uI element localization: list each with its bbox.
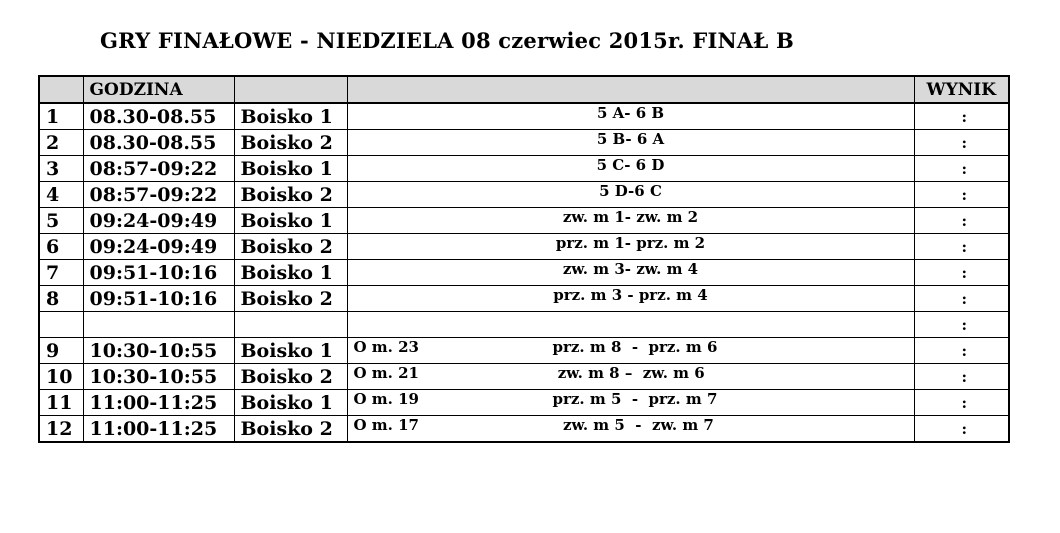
- match-result: :: [914, 234, 1009, 260]
- match-time: 08:57-09:22: [83, 182, 234, 208]
- match-cell: [347, 338, 914, 364]
- match-result: :: [914, 260, 1009, 286]
- match-time: 09:51-10:16: [83, 286, 234, 312]
- match-number: 8: [39, 286, 83, 312]
- table-row: [39, 364, 1009, 390]
- table-row: [39, 286, 1009, 312]
- table-row: [39, 234, 1009, 260]
- match-result: :: [914, 286, 1009, 312]
- match-field: Boisko 2: [234, 364, 347, 390]
- match-cell: [347, 312, 914, 338]
- match-field: Boisko 1: [234, 208, 347, 234]
- match-teams: prz. m 5 - prz. m 7: [552, 390, 718, 408]
- match-teams: 5 C- 6 D: [596, 156, 665, 174]
- match-cell: [347, 416, 914, 443]
- match-field: Boisko 2: [234, 234, 347, 260]
- header-result: WYNIK: [914, 76, 1009, 103]
- match-cell: [347, 208, 914, 234]
- match-teams: 5 B- 6 A: [596, 130, 665, 148]
- match-time: 08.30-08.55: [83, 103, 234, 130]
- match-field: Boisko 1: [234, 338, 347, 364]
- table-row: [39, 182, 1009, 208]
- match-time: [83, 312, 234, 338]
- match-time: 09:24-09:49: [83, 208, 234, 234]
- table-row: [39, 260, 1009, 286]
- match-cell: [347, 260, 914, 286]
- table-row: [39, 208, 1009, 234]
- match-cell: [347, 130, 914, 156]
- match-reference: O m. 23: [353, 338, 419, 356]
- match-teams: prz. m 1- prz. m 2: [555, 234, 706, 252]
- match-number: 7: [39, 260, 83, 286]
- header-match: [347, 76, 914, 103]
- schedule-body: [39, 76, 1009, 442]
- match-cell: [347, 156, 914, 182]
- match-teams: 5 A- 6 B: [596, 104, 665, 122]
- header-row: [39, 76, 1009, 103]
- match-teams: 5 D-6 C: [599, 182, 662, 200]
- table-row: [39, 312, 1009, 338]
- match-field: Boisko 1: [234, 260, 347, 286]
- match-time: 08:57-09:22: [83, 156, 234, 182]
- match-cell: [347, 103, 914, 130]
- match-result: :: [914, 156, 1009, 182]
- match-result: :: [914, 182, 1009, 208]
- match-teams: zw. m 8 – zw. m 6: [552, 364, 705, 382]
- match-result: :: [914, 416, 1009, 443]
- header-time: GODZINA: [83, 76, 234, 103]
- match-cell: [347, 364, 914, 390]
- match-field: Boisko 2: [234, 182, 347, 208]
- header-field: [234, 76, 347, 103]
- match-number: 6: [39, 234, 83, 260]
- header-num: [39, 76, 83, 103]
- match-result: :: [914, 312, 1009, 338]
- match-time: 11:00-11:25: [83, 390, 234, 416]
- table-row: [39, 156, 1009, 182]
- match-number: 12: [39, 416, 83, 443]
- match-reference: O m. 21: [353, 364, 419, 382]
- match-time: 09:24-09:49: [83, 234, 234, 260]
- match-time: 08.30-08.55: [83, 130, 234, 156]
- table-row: [39, 103, 1009, 130]
- match-number: 4: [39, 182, 83, 208]
- match-number: 9: [39, 338, 83, 364]
- match-number: 3: [39, 156, 83, 182]
- match-reference: O m. 19: [353, 390, 419, 408]
- match-number: 11: [39, 390, 83, 416]
- match-time: 09:51-10:16: [83, 260, 234, 286]
- match-field: Boisko 2: [234, 130, 347, 156]
- match-time: 10:30-10:55: [83, 364, 234, 390]
- match-field: Boisko 2: [234, 286, 347, 312]
- match-cell: [347, 390, 914, 416]
- match-field: Boisko 1: [234, 390, 347, 416]
- match-time: 11:00-11:25: [83, 416, 234, 443]
- match-reference: O m. 17: [353, 416, 419, 434]
- table-row: [39, 390, 1009, 416]
- table-row: [39, 338, 1009, 364]
- match-teams: prz. m 3 - prz. m 4: [553, 286, 708, 304]
- match-field: [234, 312, 347, 338]
- page-title: GRY FINAŁOWE - NIEDZIELA 08 czerwiec 2015r. FINAŁ B: [100, 28, 794, 53]
- match-field: Boisko 1: [234, 156, 347, 182]
- match-number: 1: [39, 103, 83, 130]
- match-field: Boisko 1: [234, 103, 347, 130]
- table-row: [39, 130, 1009, 156]
- match-result: :: [914, 103, 1009, 130]
- match-result: :: [914, 390, 1009, 416]
- match-result: :: [914, 130, 1009, 156]
- match-number: 10: [39, 364, 83, 390]
- match-cell: [347, 234, 914, 260]
- match-cell: [347, 182, 914, 208]
- match-field: Boisko 2: [234, 416, 347, 443]
- match-time: 10:30-10:55: [83, 338, 234, 364]
- match-number: 5: [39, 208, 83, 234]
- match-teams: zw. m 5 - zw. m 7: [552, 416, 714, 434]
- match-cell: [347, 286, 914, 312]
- table-row: [39, 416, 1009, 443]
- match-number: [39, 312, 83, 338]
- match-teams: zw. m 1- zw. m 2: [562, 208, 699, 226]
- match-teams: prz. m 8 - prz. m 6: [552, 338, 718, 356]
- match-number: 2: [39, 130, 83, 156]
- match-result: :: [914, 208, 1009, 234]
- match-result: :: [914, 364, 1009, 390]
- schedule-table: [38, 75, 1010, 443]
- match-result: :: [914, 338, 1009, 364]
- match-teams: zw. m 3- zw. m 4: [562, 260, 699, 278]
